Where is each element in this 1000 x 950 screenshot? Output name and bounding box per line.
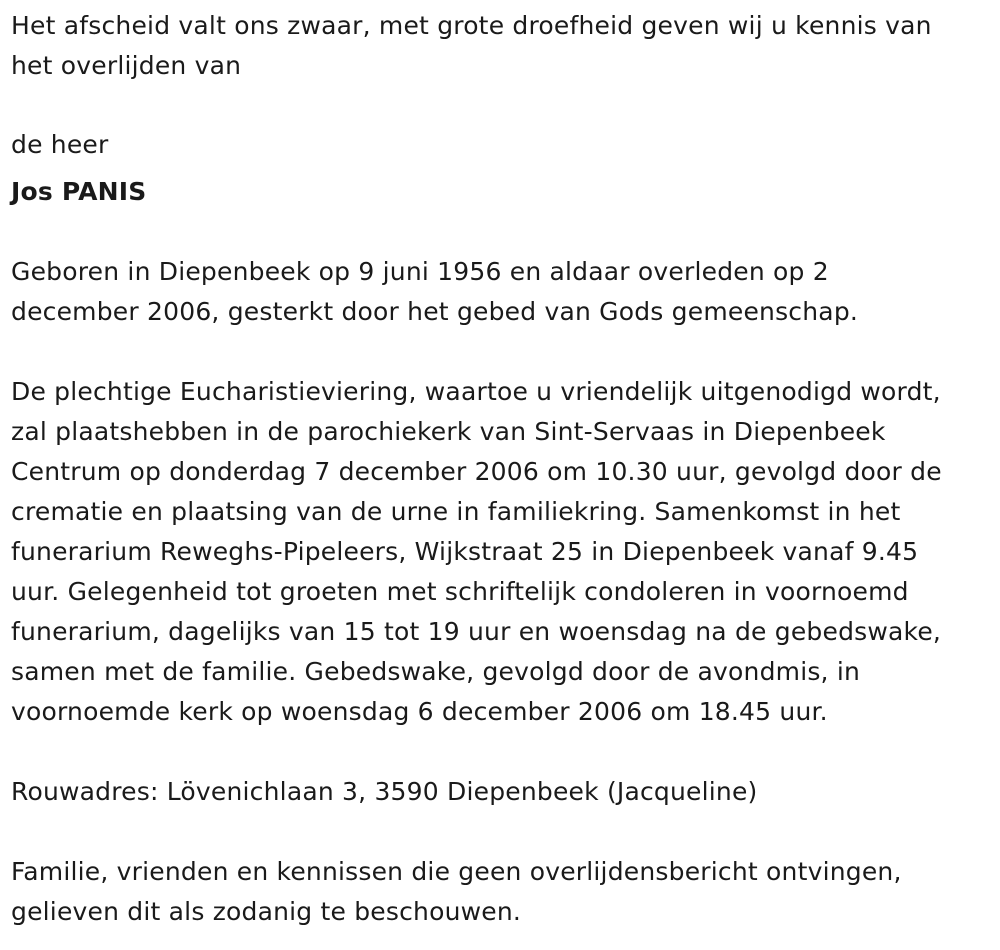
spacer bbox=[11, 332, 996, 372]
deceased-name: Jos PANIS bbox=[11, 177, 147, 206]
closing-paragraph: Familie, vrienden en kennissen die geen overlijdensbericht ontvingen, gelieven dit als zodanig te beschouwen. bbox=[11, 857, 902, 926]
birth-death-paragraph: Geboren in Diepenbeek op 9 juni 1956 en aldaar overleden op 2 december 2006, gesterkt door het gebed van Gods gemeenschap. bbox=[11, 257, 859, 326]
spacer bbox=[11, 812, 996, 852]
intro-paragraph: Het afscheid valt ons zwaar, met grote droefheid geven wij u kennis van het overlijden van bbox=[11, 11, 932, 80]
spacer bbox=[11, 212, 996, 252]
mourning-address: Rouwadres: Lövenichlaan 3, 3590 Diepenbeek (Jacqueline) bbox=[11, 777, 758, 806]
salutation: de heer bbox=[11, 130, 109, 159]
spacer bbox=[11, 86, 996, 126]
ceremony-paragraph: De plechtige Eucharistieviering, waartoe u vriendelijk uitgenodigd wordt, zal plaatshebben in de parochiekerk van Sint-Servaas in Diepenbeek Centrum op donderdag 7 december 2006 om 10.30 uur, gevolgd door de crematie en plaatsing van de urne in familiekring. Samenkomst in het funerarium Reweghs-Pipeleers, Wijkstraat 25 in Diepenbeek vanaf 9.45 uur. Gelegenheid tot groeten met schriftelijk condoleren in voornoemd funerarium, dagelijks van 15 tot 19 uur en woensdag na de gebedswake, samen met de familie. Gebedswake, gevolgd door de avondmis, in voornoemde kerk op woensdag 6 december 2006 om 18.45 uur. bbox=[11, 377, 942, 726]
spacer bbox=[11, 732, 996, 772]
death-notice bbox=[11, 6, 996, 932]
